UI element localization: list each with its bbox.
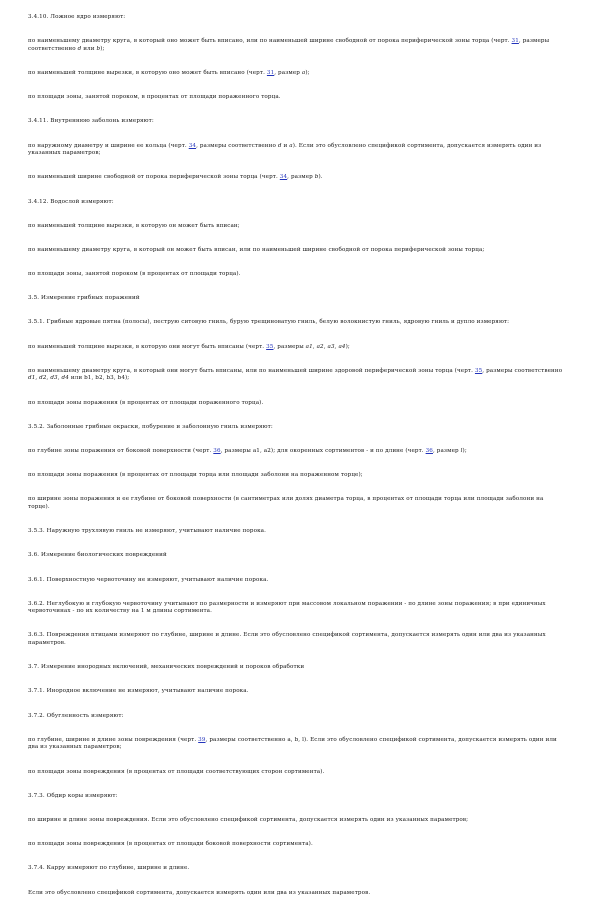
figure-reference-link[interactable]: 34 — [188, 142, 197, 149]
document-paragraph — [28, 817, 566, 825]
paragraph-text: , размеры a1, a2); для окоренных сортиментов - и по длине (черт. — [220, 447, 426, 454]
paragraph-text: по наименьшему диаметру круга, в который они могут быть вписаны, или по наименьшей ширине здоровой периферической зоны торца (черт. — [28, 367, 475, 374]
paragraph-text: 3.5.1. Грибные ядровые пятна (полосы), пеструю ситовую гниль, бурую трещиноватую гниль, белую волокнистую гниль, ядровую гниль и дупло измеряют: — [28, 319, 510, 326]
document-paragraph — [28, 793, 566, 801]
paragraph-text: 3.4.12. Водослой измеряют: — [28, 198, 114, 205]
paragraph-text: ); — [305, 69, 310, 76]
document-paragraph — [28, 496, 566, 511]
document-paragraph — [28, 368, 566, 383]
paragraph-text: , размер — [274, 69, 302, 76]
italic-symbol: a — [289, 142, 293, 149]
paragraph-text: по наименьшей толщине вырезки, в которую он может быть вписан; — [28, 222, 240, 229]
paragraph-text: по наружному диаметру и ширине ее кольца (черт. — [28, 142, 189, 149]
paragraph-text: по площади зоны поражения (в процентах от площади пораженного торца). — [28, 399, 264, 406]
paragraph-text: 3.5.2. Заболонные грибные окраски, побурение и заболонную гниль измеряют: — [28, 423, 273, 430]
paragraph-text: , размеры соответственно — [28, 38, 550, 52]
document-paragraph — [28, 737, 566, 752]
document-paragraph — [28, 174, 566, 182]
paragraph-text: , размер — [287, 174, 315, 181]
paragraph-text: по наименьшей толщине вырезки, в которую они могут быть вписаны (черт. — [28, 343, 267, 350]
paragraph-text: по наименьшему диаметру круга, в который оно может быть вписано, или по наименьшей ширине свободной от порока периферической зоны торца (черт. — [28, 38, 512, 45]
document-paragraph — [28, 528, 566, 536]
document-paragraph — [28, 295, 566, 303]
paragraph-text: 3.6.3. Повреждения птицами измеряют по глубине, ширине и длине. Если это обусловлено спецификой сортимента, допускается измерять один или два из указанных параметров. — [28, 632, 546, 647]
document-paragraph — [28, 271, 566, 279]
paragraph-text: ). Если это обусловлено спецификой сортимента, допускается измерять один из указанных параметров; — [28, 142, 542, 157]
document-paragraph — [28, 472, 566, 480]
document-paragraph — [28, 118, 566, 126]
paragraph-text: по наименьшей толщине вырезки, в которую оно может быть вписано (черт. — [28, 69, 267, 76]
paragraph-text: , размеры соответственно — [482, 367, 563, 374]
document-page — [28, 14, 566, 914]
paragraph-text: 3.6.1. Поверхностную червоточину не измеряют, учитывают наличие порока. — [28, 576, 269, 583]
paragraph-text: 3.7. Измерение инородных включений, механических повреждений и пороков обработки — [28, 664, 305, 671]
document-paragraph — [28, 769, 566, 777]
document-paragraph — [28, 664, 566, 672]
paragraph-text: или b1, b2, b3, b4); — [68, 375, 130, 382]
document-paragraph — [28, 713, 566, 721]
document-paragraph — [28, 865, 566, 873]
paragraph-text: 3.6. Измерение биологических повреждений — [28, 552, 167, 559]
document-paragraph — [28, 344, 566, 352]
document-paragraph — [28, 552, 566, 560]
paragraph-text: 3.7.1. Инородное включение не измеряют, учитывают наличие порока. — [28, 688, 249, 695]
figure-reference-link[interactable]: 31 — [511, 38, 519, 45]
document-paragraph — [28, 223, 566, 231]
figure-reference-link[interactable]: 34 — [279, 174, 288, 181]
paragraph-text: ); — [345, 343, 350, 350]
paragraph-text: по наименьшей ширине свободной от порока периферической зоны торца (черт. — [28, 174, 280, 181]
paragraph-text: ); — [462, 447, 467, 454]
paragraph-text: по площади зоны поражения (в процентах от площади торца или площади заболони на пораженном торце); — [28, 472, 363, 479]
paragraph-text: по ширине зоны поражения и ее глубине от боковой поверхности (в сантиметрах или долях диаметра торца, в процентах от площади торца или площади заболони на торце). — [28, 496, 544, 510]
paragraph-text: , размер — [432, 447, 461, 454]
paragraph-text: , размеры соответственно — [196, 142, 278, 149]
document-paragraph — [28, 601, 566, 616]
paragraph-text: ). — [318, 174, 323, 181]
paragraph-text: по площади зоны повреждения (в процентах от площади соответствующих сторон сортимента). — [28, 768, 325, 775]
paragraph-text: ); — [100, 45, 105, 52]
paragraph-text: по глубине зоны поражения от боковой поверхности (черт. — [28, 447, 214, 454]
paragraph-text: по ширине и длине зоны повреждения. Если это обусловлено спецификой сортимента, допускается измерять один из указанных параметров; — [28, 816, 469, 823]
italic-symbol: d — [77, 45, 82, 52]
figure-reference-link[interactable]: 36 — [425, 447, 433, 454]
figure-reference-link[interactable]: 35 — [266, 343, 274, 350]
paragraph-text: по площади зоны повреждения (в процентах от площади боковой поверхности сортимента). — [28, 841, 313, 848]
paragraph-text: Если это обусловлено спецификой сортимента, допускается измерять один или два из указанных параметров. — [28, 889, 371, 896]
document-paragraph — [28, 400, 566, 408]
paragraph-text: 3.4.11. Внутреннюю заболонь измеряют: — [28, 118, 154, 125]
document-paragraph — [28, 247, 566, 255]
paragraph-text: 3.7.2. Обугленность измеряют: — [28, 712, 124, 719]
italic-symbol: a1, a2, a3, a4 — [305, 343, 346, 350]
paragraph-text: 3.7.4. Карру измеряют по глубине, ширине и длине. — [28, 865, 190, 872]
paragraph-text: , размеры соответственно a, b, l). Если это обусловлено спецификой сортимента, допускается измерять один или два из указанных параметров; — [28, 736, 557, 751]
paragraph-text: по наименьшему диаметру круга, в который он может быть вписан, или по наименьшей ширине свободной от порока периферической зоны торца; — [28, 246, 485, 253]
figure-reference-link[interactable]: 36 — [213, 447, 221, 454]
document-paragraph — [28, 94, 566, 102]
document-paragraph — [28, 688, 566, 696]
document-paragraph — [28, 890, 566, 898]
document-paragraph — [28, 38, 566, 53]
figure-reference-link[interactable]: 39 — [198, 736, 206, 743]
paragraph-text: 3.7.3. Обдир коры измеряют: — [28, 792, 118, 799]
paragraph-text: по площади зоны, занятой пороком, в процентах от площади пораженного торца. — [28, 94, 281, 101]
paragraph-text: 3.6.2. Неглубокую и глубокую червоточину учитывают по размерности и измеряют при массовом локальном поражении - по длине зоны поражения; в при единичных червоточинах - по их количеству на 1 м длины сортимента. — [28, 600, 546, 615]
paragraph-text: или — [81, 45, 97, 52]
paragraph-text: по площади зоны, занятой пороком (в процентах от площади торца). — [28, 271, 241, 278]
document-paragraph — [28, 143, 566, 158]
figure-reference-link[interactable]: 31 — [266, 69, 275, 76]
italic-symbol: d — [277, 142, 282, 149]
document-paragraph — [28, 448, 566, 456]
figure-reference-link[interactable]: 35 — [474, 367, 483, 374]
paragraph-text: , размеры — [273, 343, 306, 350]
document-paragraph — [28, 424, 566, 432]
document-paragraph — [28, 14, 566, 22]
document-paragraph — [28, 319, 566, 327]
italic-symbol: d1, d2, d3, d4 — [28, 375, 69, 382]
paragraph-text: 3.4.10. Ложное ядро измеряют: — [28, 14, 126, 20]
document-paragraph — [28, 577, 566, 585]
document-paragraph — [28, 632, 566, 647]
italic-symbol: l — [460, 447, 463, 454]
paragraph-text: 3.5. Измерение грибных поражений — [28, 295, 140, 302]
italic-symbol: b — [96, 45, 101, 52]
document-paragraph — [28, 841, 566, 849]
italic-symbol: a — [301, 69, 306, 76]
document-paragraph — [28, 199, 566, 207]
paragraph-text: и — [281, 142, 290, 149]
paragraph-text: по глубине, ширине и длине зоны повреждения (черт. — [28, 736, 199, 743]
document-paragraph — [28, 70, 566, 78]
paragraph-text: 3.5.3. Наружную трухлявую гниль не измеряют, учитывают наличие порока. — [28, 528, 267, 535]
italic-symbol: b — [314, 174, 319, 181]
